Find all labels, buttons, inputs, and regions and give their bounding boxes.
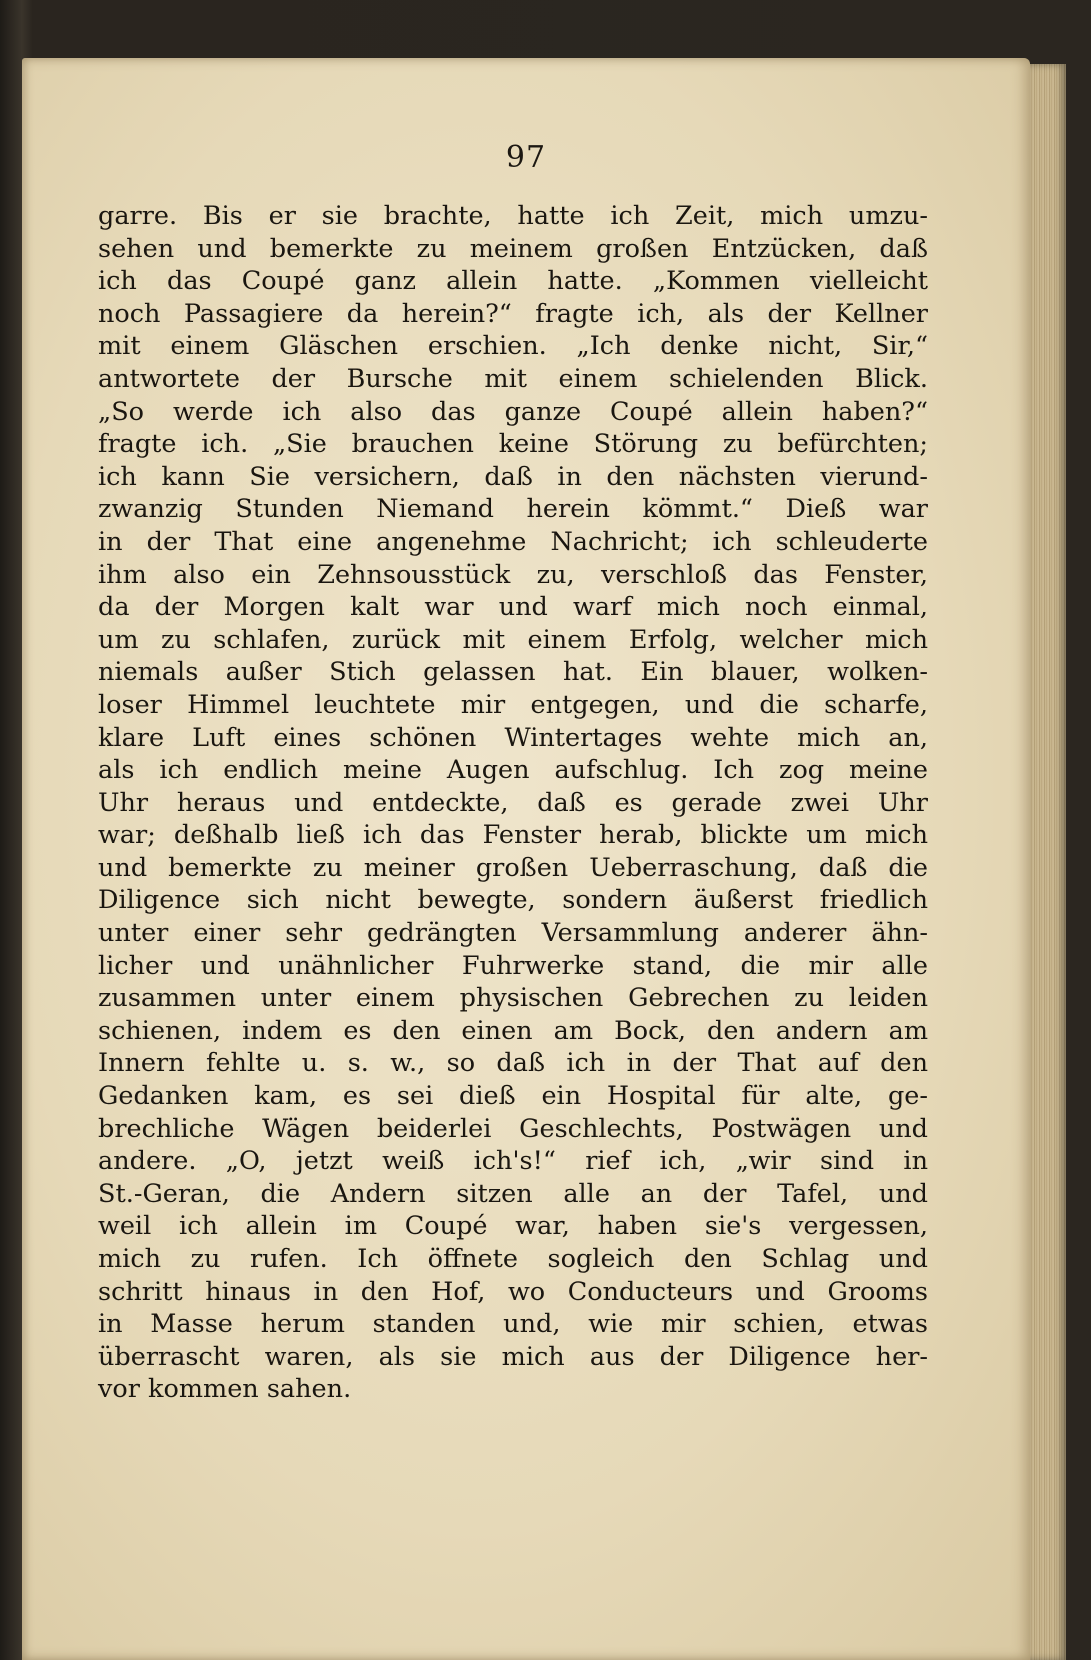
- text-line: zwanzig Stunden Niemand herein kömmt.“ Dieß war: [98, 494, 928, 525]
- text-line: noch Passagiere da herein?“ fragte ich, als der Kellner: [98, 298, 928, 329]
- text-line: überrascht waren, als sie mich aus der Diligence her-: [98, 1341, 928, 1372]
- page-stack-edge: [1030, 64, 1066, 1660]
- text-line: war; deßhalb ließ ich das Fenster herab, blickte um mich: [98, 820, 928, 851]
- text-line: unter einer sehr gedrängten Versammlung anderer ähn-: [98, 918, 928, 949]
- text-line: St.-Geran, die Andern sitzen alle an der Tafel, und: [98, 1178, 928, 1209]
- text-line: schienen, indem es den einen am Bock, den andern am: [98, 1015, 928, 1046]
- text-line: ich das Coupé ganz allein hatte. „Kommen vielleicht: [98, 266, 928, 297]
- text-line: zusammen unter einem physischen Gebrechen zu leiden: [98, 983, 928, 1014]
- page-number: 97: [505, 140, 547, 175]
- text-line: sehen und bemerkte zu meinem großen Entzücken, daß: [98, 233, 928, 264]
- text-line: als ich endlich meine Augen aufschlug. Ich zog meine: [98, 755, 928, 786]
- text-line: mich zu rufen. Ich öffnete sogleich den Schlag und: [98, 1244, 928, 1274]
- text-line: antwortete der Bursche mit einem schielenden Blick.: [98, 363, 928, 394]
- text-line: weil ich allein im Coupé war, haben sie's vergessen,: [98, 1211, 928, 1242]
- text-line: niemals außer Stich gelassen hat. Ein blauer, wolken-: [98, 657, 928, 688]
- text-line: andere. „O, jetzt weiß ich's!“ rief ich, „wir sind in: [98, 1146, 928, 1177]
- text-line: „So werde ich also das ganze Coupé allein haben?“: [98, 396, 928, 427]
- text-line: um zu schlafen, zurück mit einem Erfolg, welcher mich: [98, 624, 928, 655]
- text-line: vor kommen sahen.: [98, 1374, 352, 1405]
- text-line: in der That eine angenehme Nachricht; ich schleuderte: [98, 526, 928, 557]
- text-line: Diligence sich nicht bewegte, sondern äußerst friedlich: [98, 885, 928, 916]
- text-line: loser Himmel leuchtete mir entgegen, und die scharfe,: [98, 689, 928, 720]
- text-line: ihm also ein Zehnsousstück zu, verschloß das Fenster,: [98, 559, 928, 590]
- text-line: brechliche Wägen beiderlei Geschlechts, Postwägen und: [98, 1113, 928, 1144]
- text-line: da der Morgen kalt war und warf mich noch einmal,: [98, 592, 928, 623]
- text-line: garre. Bis er sie brachte, hatte ich Zeit, mich umzu-: [98, 201, 928, 231]
- text-line: ich kann Sie versichern, daß in den nächsten vierund-: [98, 461, 928, 492]
- text-line: fragte ich. „Sie brauchen keine Störung zu befürchten;: [98, 429, 928, 460]
- book-page: [22, 58, 1030, 1660]
- text-line: Uhr heraus und entdeckte, daß es gerade zwei Uhr: [98, 787, 928, 818]
- body-text: [98, 200, 928, 1406]
- text-line: mit einem Gläschen erschien. „Ich denke nicht, Sir,“: [98, 331, 928, 362]
- text-line: licher und unähnlicher Fuhrwerke stand, die mir alle: [98, 950, 928, 981]
- text-line: und bemerkte zu meiner großen Ueberraschung, daß die: [98, 852, 928, 883]
- text-line: Innern fehlte u. s. w., so daß ich in der That auf den: [98, 1048, 928, 1079]
- text-line: klare Luft eines schönen Wintertages wehte mich an,: [98, 722, 928, 753]
- text-line: Gedanken kam, es sei dieß ein Hospital für alte, ge-: [98, 1081, 928, 1112]
- text-line: schritt hinaus in den Hof, wo Conducteurs und Grooms: [98, 1276, 928, 1307]
- text-line: in Masse herum standen und, wie mir schien, etwas: [98, 1309, 928, 1340]
